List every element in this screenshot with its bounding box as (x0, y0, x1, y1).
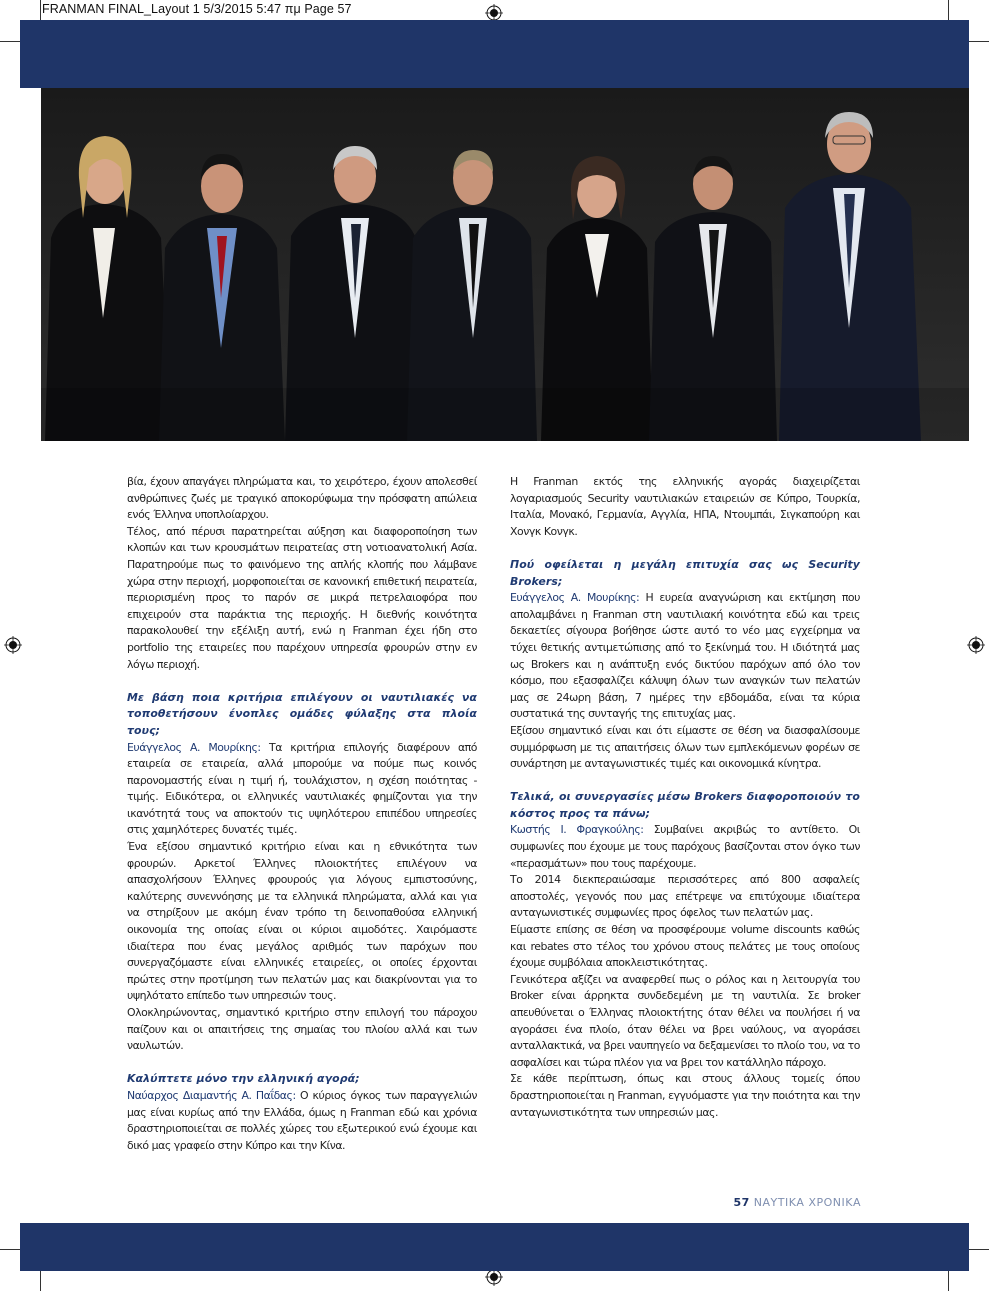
speaker-name: Ναύαρχος Διαμαντής Α. Παΐδας: (127, 1088, 296, 1102)
page-footer (733, 1196, 861, 1209)
crop-mark (0, 41, 22, 42)
paragraph: Ένα εξίσου σημαντικό κριτήριο είναι και η εθνικότητα των φρουρών. Αρκετοί Έλληνες πλοιοκτήτες επιλέγουν να απασχολήσουν Έλληνες φρουρούς για λόγους εμπιστοσύνης, καλύτερης συνεννόησης με τα ελληνικά πληρώματα, αλλά και για να στηρίξουν με ακόμη έναν τρόπο τη δεινοπαθούσα ελληνική οικονομία της οποίας είναι οι κύριοι αιμοδότες. Χαιρόμαστε ιδιαίτερα που ένας μεγάλος αριθμός των παρόχων που συνεργαζόμαστε είναι ελληνικές εταιρείες, οι οποίες έρχονται πρώτες στην προτίμηση των πελατών μας και διακρίνονται για το υψηλότατο επίπεδο των υπηρεσιών τους. (127, 840, 477, 1003)
answer-paragraph (127, 740, 477, 840)
article-column-right (510, 474, 860, 1121)
answer-text: Η ευρεία αναγνώριση και εκτίμηση που απολαμβάνει η Franman στη ναυτιλιακή κοινότητα εδώ και τρεις δεκαετίες σίγουρα βοήθησε ώστε αυτό το νέο μας εγχείρημα να τύχει θετικής αντιμετώπισης από το ξεκίνημά του. Η ιδιότητά μας ως Brokers και η ανάπτυξη ενός δικτύου παρόχων από όλο τον κόσμο, που εξασφαλίζει κάλυψη όλων των αναγκών των πελατών μας σε 24ωρη βάση, 7 ημέρες την εβδομάδα, είναι τα κύρια συστατικά της συνταγής της επιτυχίας μας. (510, 591, 860, 721)
crop-mark (0, 1249, 22, 1250)
paragraph: Τέλος, από πέρυσι παρατηρείται αύξηση και διαφοροποίηση των κλοπών και των κρουσμάτων πειρατείας στη νοτιοανατολική Ασία. Παρατηρούμε πως το φαινόμενο της απλής κλοπής που λάμβανε χώρα στην περιοχή, μορφοποιείται σε κανονική επιθετική πειρατεία, περιορισμένη προς το παρόν σε μικρά πετρελαιοφόρα που επιχειρούν στα παράκτια της περιοχής. Η διεθνής κοινότητα παρακολουθεί την εξέλιξη αυτή, ενώ η Franman έχει ήδη στο portfolio της εταιρείες που παρέχουν υπηρεσία φρουρών στην εν λόγω περιοχή. (127, 524, 477, 671)
speaker-name: Ευάγγελος Α. Μουρίκης: (127, 740, 261, 754)
speaker-name: Κωστής Ι. Φραγκούλης: (510, 823, 644, 837)
header-band (20, 20, 969, 88)
paragraph: βία, έχουν απαγάγει πληρώματα και, το χειρότερο, έχουν απολεσθεί ανθρώπινες ζωές με τραγικό αποκορύφωμα την πρόσφατη απώλεια ενός Έλληνα υποπλοίαρχου. (127, 475, 477, 522)
question-heading: Τελικά, οι συνεργασίες μέσω Brokers διαφοροποιούν το κόστος προς τα πάνω; (510, 790, 860, 820)
question-heading: Με βάση ποια κριτήρια επιλέγουν οι ναυτιλιακές να τοποθετήσουν ένοπλες ομάδες φύλαξης στα πλοία τους; (127, 690, 477, 737)
answer-text: Συμβαίνει ακριβώς το αντίθετο. Οι συμφωνίες που έχουμε με τους παρόχους βασίζονται στον όγκο των «περασμάτων» που τους παρέχουμε. (510, 823, 860, 870)
crop-mark (967, 1249, 989, 1250)
paragraph: Γενικότερα αξίζει να αναφερθεί πως ο ρόλος και η λειτουργία του Broker είναι άρρηκτα συνδεδεμένη με τη ναυτιλία. Σε broker απευθύνεται ο Έλληνας πλοιοκτήτης όταν θέλει να πουλήσει ή να αγοράσει ένα πλοίο, όταν θέλει να βρει ναύλους, να αγοράσει ανταλλακτικά, να βρει ναυπηγείο να δεξαμενίσει το πλοίο του, να το ασφαλίσει και τώρα πλέον για να βρει τον κατάλληλο πάροχο. (510, 972, 860, 1069)
publication-name: ΝΑΥΤΙΚΑ ΧΡΟΝΙΚΑ (753, 1196, 861, 1209)
team-photo (41, 88, 969, 441)
crop-mark (40, 1269, 41, 1291)
crop-mark (948, 1269, 949, 1291)
crop-mark (948, 0, 949, 22)
page-number: 57 (733, 1196, 750, 1209)
answer-text: Τα κριτήρια επιλογής διαφέρουν από εταιρεία σε εταιρεία, αλλά μπορούμε να πούμε πως κοινός παρονομαστής είναι η τιμή ή, τουλάχιστον, η σχέση ποιότητας - τιμής. Ειδικότερα, οι ελληνικές ναυτιλιακές φημίζονται για την ικανότητά τους να αποκτούν τις υψηλότερου επιπέδου υπηρεσίες στις χαμηλότερες δυνατές τιμές. (127, 740, 478, 837)
registration-mark-icon (4, 636, 22, 654)
paragraph: Είμαστε επίσης σε θέση να προσφέρουμε volume discounts καθώς και rebates στο τέλος του χρόνου στους πελάτες με τους οποίους έχουμε συμβόλαια αποκλειστικότητας. (510, 923, 860, 970)
crop-mark (967, 41, 989, 42)
paragraph: Η Franman εκτός της ελληνικής αγοράς διαχειρίζεται λογαριασμούς Security ναυτιλιακών εταιρειών σε Κύπρο, Τουρκία, Ιταλία, Μονακό, Γερμανία, Αγγλία, ΗΠΑ, Ντουμπάι, Σιγκαπούρη και Χονγκ Κονγκ. (510, 475, 860, 538)
paragraph: Το 2014 διεκπεραιώσαμε περισσότερες από 800 ασφαλείς αποστολές, γεγονός που μας επέτρεψε να επιτύχουμε ιδιαίτερα ανταγωνιστικές συμφωνίες προς όφελος των πελατών μας. (510, 873, 860, 920)
article-column-left (127, 474, 477, 1154)
speaker-name: Ευάγγελος Α. Μουρίκης: (510, 591, 640, 605)
registration-mark-icon (967, 636, 985, 654)
footer-band (20, 1223, 969, 1271)
crop-mark (40, 0, 41, 22)
answer-paragraph (510, 590, 860, 723)
paragraph: Σε κάθε περίπτωση, όπως και στους άλλους τομείς όπου δραστηριοποιείται η Franman, εγγυόμαστε για την ποιότητα και την ανταγωνιστικότητα των υπηρεσιών μας. (510, 1072, 860, 1119)
answer-text: Ο κύριος όγκος των παραγγελιών μας είναι κυρίως από την Ελλάδα, όμως η Franman εδώ και χρόνια δραστηριοποιείται σε πολλές χώρες του εξωτερικού ενώ έχουμε και δικό μας γραφείο στην Κύπρο και την Κίνα. (127, 1088, 477, 1152)
paragraph: Ολοκληρώνοντας, σημαντικό κριτήριο στην επιλογή του πάροχου παίζουν και οι απαιτήσεις της σημαίας του πλοίου αλλά και των ναυλωτών. (127, 1006, 477, 1053)
print-slug: FRANMAN FINAL_Layout 1 5/3/2015 5:47 πμ Page 57 (42, 2, 352, 16)
question-heading: Πού οφείλεται η μεγάλη επιτυχία σας ως Security Brokers; (510, 557, 860, 588)
answer-paragraph (127, 1088, 477, 1154)
question-heading: Καλύπτετε μόνο την ελληνική αγορά; (127, 1072, 360, 1086)
paragraph: Εξίσου σημαντικό είναι και ότι είμαστε σε θέση να διασφαλίσουμε συμμόρφωση με τις απαιτήσεις όλων των εμπλεκόμενων φορέων σε συνάρτηση με ανταγωνιστικές τιμές και οικονομικά κίνητρα. (510, 723, 860, 771)
answer-paragraph (510, 822, 860, 872)
